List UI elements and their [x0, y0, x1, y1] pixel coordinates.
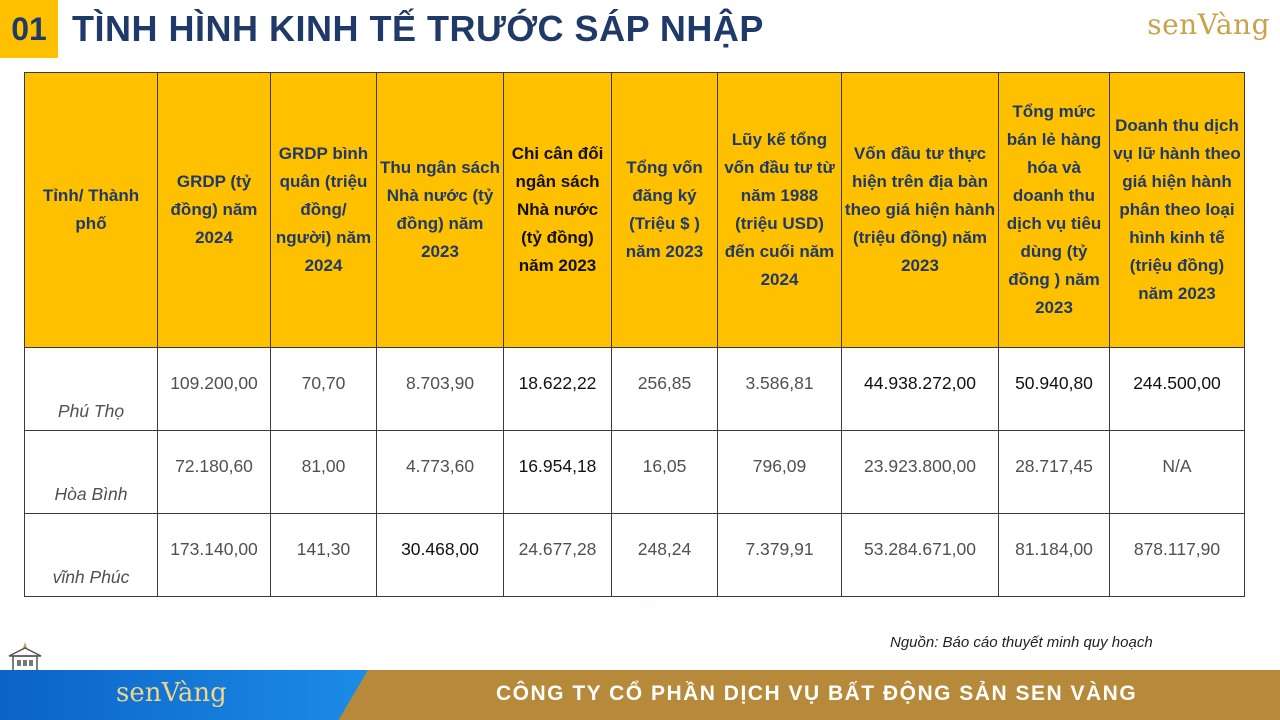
- table-cell: 4.773,60: [377, 431, 504, 514]
- table-cell: 81,00: [271, 431, 377, 514]
- table-cell: 173.140,00: [158, 514, 271, 597]
- page-title: TÌNH HÌNH KINH TẾ TRƯỚC SÁP NHẬP: [72, 8, 764, 49]
- table-cell: 878.117,90: [1110, 514, 1245, 597]
- table-cell: 3.586,81: [718, 348, 842, 431]
- table-cell: 30.468,00: [377, 514, 504, 597]
- column-header: GRDP bình quân (triệu đồng/ người) năm 2024: [271, 73, 377, 348]
- table-cell: 141,30: [271, 514, 377, 597]
- table-row: [25, 431, 1245, 514]
- table-cell: 18.622,22: [504, 348, 612, 431]
- table-cell: 44.938.272,00: [842, 348, 999, 431]
- building-icon: [6, 640, 44, 672]
- column-header: Tổng vốn đăng ký (Triệu $ ) năm 2023: [612, 73, 718, 348]
- source-note: Nguồn: Báo cáo thuyết minh quy hoạch: [890, 634, 1153, 651]
- table-cell: 248,24: [612, 514, 718, 597]
- table-cell: N/A: [1110, 431, 1245, 514]
- section-number-badge: 01: [0, 0, 58, 58]
- table-cell: 7.379,91: [718, 514, 842, 597]
- province-cell: Hòa Bình: [25, 431, 158, 514]
- column-header: Tổng mức bán lẻ hàng hóa và doanh thu dịch vụ tiêu dùng (tỷ đồng ) năm 2023: [999, 73, 1110, 348]
- footer-company-name: CÔNG TY CỔ PHẦN DỊCH VỤ BẤT ĐỘNG SẢN SEN VÀNG: [496, 682, 1138, 705]
- column-header: GRDP (tỷ đồng) năm 2024: [158, 73, 271, 348]
- column-header: Thu ngân sách Nhà nước (tỷ đồng) năm 2023: [377, 73, 504, 348]
- table-cell: 16,05: [612, 431, 718, 514]
- table-row: [25, 514, 1245, 597]
- table-cell: 23.923.800,00: [842, 431, 999, 514]
- table-cell: 256,85: [612, 348, 718, 431]
- province-cell: Phú Thọ: [25, 348, 158, 431]
- table-cell: 24.677,28: [504, 514, 612, 597]
- column-header: Lũy kế tổng vốn đầu tư từ năm 1988 (triệu USD) đến cuối năm 2024: [718, 73, 842, 348]
- table-cell: 53.284.671,00: [842, 514, 999, 597]
- table-cell: 70,70: [271, 348, 377, 431]
- table-cell: 50.940,80: [999, 348, 1110, 431]
- table-cell: 28.717,45: [999, 431, 1110, 514]
- column-header: Chi cân đối ngân sách Nhà nước (tỷ đồng) năm 2023: [504, 73, 612, 348]
- table-cell: 8.703,90: [377, 348, 504, 431]
- column-header: Tỉnh/ Thành phố: [25, 73, 158, 348]
- table-cell: 81.184,00: [999, 514, 1110, 597]
- table-row: [25, 348, 1245, 431]
- table-cell: 796,09: [718, 431, 842, 514]
- footer-brand-logo: senVàng: [116, 678, 227, 708]
- column-header: Doanh thu dịch vụ lữ hành theo giá hiện hành phân theo loại hình kinh tế (triệu đồng) năm 2023: [1110, 73, 1245, 348]
- column-header: Vốn đầu tư thực hiện trên địa bàn theo giá hiện hành (triệu đồng) năm 2023: [842, 73, 999, 348]
- brand-logo: senVàng: [1147, 8, 1270, 41]
- footer-bar: [0, 670, 1280, 720]
- province-cell: vĩnh Phúc: [25, 514, 158, 597]
- economic-data-table: [24, 72, 1245, 597]
- table-cell: 244.500,00: [1110, 348, 1245, 431]
- table-cell: 72.180,60: [158, 431, 271, 514]
- table-cell: 109.200,00: [158, 348, 271, 431]
- table-header-row: [25, 73, 1245, 348]
- table-cell: 16.954,18: [504, 431, 612, 514]
